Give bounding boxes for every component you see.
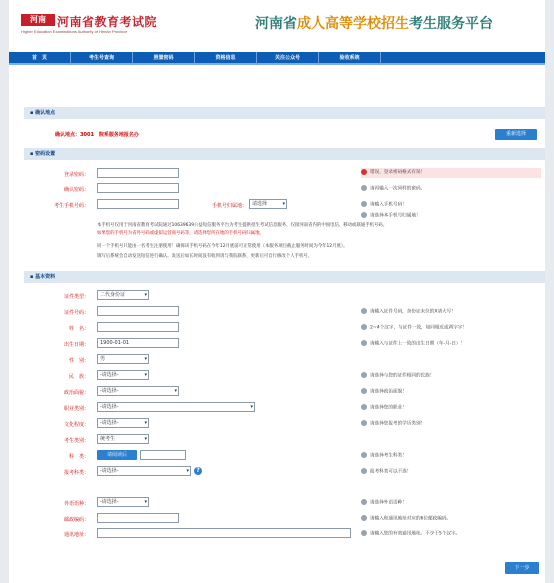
site-title [255, 13, 493, 33]
login-password-input[interactable] [97, 168, 179, 178]
nav-follow-account[interactable]: 关注公众号 [257, 52, 319, 65]
id-type-value: 二代身份证 [100, 292, 126, 298]
info-icon [361, 404, 367, 410]
hint-address-text: 请输入您的有效通讯地址。不少于5个汉字。 [370, 531, 461, 537]
education-value: -请选择- [100, 420, 119, 426]
hint-zip-text: 请输入和通讯地址对应的6位邮政编码。 [370, 516, 452, 522]
site-title-part-b: 成人高等学校招生 [297, 16, 409, 32]
hint-login-password [361, 168, 541, 178]
info-icon [361, 308, 367, 314]
phone-note-1b-text: 如果您的手机号为省外号码或虚拟运营商号码等，请选择您所在地的手机号码归属地。 [97, 231, 264, 236]
chevron-down-icon: ▾ [174, 388, 177, 394]
site-title-part-a: 河南省 [255, 16, 297, 32]
confirm-password-input[interactable] [97, 183, 179, 193]
hint-address [361, 530, 460, 537]
hint-education-text: 请选择您报考的学历类别！ [370, 421, 426, 427]
hint-phone [361, 201, 407, 208]
phone-note-2: 同一个手机号只能由一名考生注册使用！确保该手机号码在今年12月底前可正常使用（本服务项目截止服务时间为今年12月底）。 [97, 244, 348, 249]
hint-name [361, 324, 467, 331]
chevron-down-icon: ▾ [186, 468, 189, 474]
hint-exam-group [361, 468, 411, 475]
id-number-input[interactable] [97, 306, 179, 316]
info-icon [361, 420, 367, 426]
phone-note-3: 填写后系统会自动发送短信进行确认。发送后如长时间没有收到请与我院联系，更新后可自行修改个人手机号。 [97, 254, 313, 259]
gender-label: 性 别： [68, 358, 89, 364]
hint-phone-text: 请输入手机号码！ [370, 202, 407, 208]
hint-name-text: 2~4个汉字，与证件一致，如同相近或两字字！ [370, 325, 467, 331]
hint-foreign [361, 499, 407, 506]
political-label: 政治面貌： [63, 390, 89, 396]
hint-id-number-text: 请输入证件号码，身份证末位的X请大写！ [370, 309, 456, 315]
hint-confirm-password [361, 185, 425, 192]
info-icon [361, 324, 367, 330]
chevron-down-icon: ▾ [144, 436, 147, 442]
info-icon [361, 499, 367, 505]
next-button[interactable]: 下一步 [505, 562, 539, 574]
info-icon [361, 185, 367, 191]
hint-political-text: 请选择政治面貌！ [370, 389, 407, 395]
phone-note-1a: 本手机号仅用于河南省教育考试院通过10639639公益短信服务平台为考生提供招生考试信息服务，仅接河南省内的中国电信、移动或联通手机号码。 [97, 223, 388, 228]
confirm-password-label: 确认密码： [63, 187, 89, 193]
section-confirm-location: ▪ 确认地点 [24, 107, 545, 119]
main-nav [9, 52, 545, 65]
ethnic-value: -请选择- [100, 372, 119, 378]
political-select[interactable] [97, 386, 179, 396]
foreign-select[interactable] [97, 497, 149, 507]
reselect-button[interactable]: 重新选择 [495, 129, 537, 140]
hint-education [361, 420, 425, 427]
login-password-label: 登录密码： [63, 172, 89, 178]
address-label: 通讯地址： [63, 532, 89, 538]
hint-foreign-text: 请选择外语语种！ [370, 500, 407, 506]
gender-value: 男 [100, 356, 106, 362]
chevron-down-icon: ▾ [282, 201, 285, 207]
name-input[interactable] [97, 322, 179, 332]
section-basic-title: 基本资料 [35, 274, 56, 280]
foreign-label: 外语语种： [63, 501, 89, 507]
info-icon [361, 340, 367, 346]
section-password-title: 密码设置 [35, 151, 56, 157]
zip-label: 邮政编码： [63, 517, 89, 523]
nav-acceptance[interactable]: 验收系统 [319, 52, 381, 65]
info-icon [361, 452, 367, 458]
occupation-select[interactable] [97, 402, 255, 412]
phone-note-1b [97, 230, 264, 236]
error-icon [361, 169, 367, 175]
nav-reset-password[interactable]: 照置密码 [133, 52, 195, 65]
occupation-label: 职业类别： [63, 406, 89, 412]
hint-occupation [361, 404, 407, 411]
subject-read-button[interactable]: 请阅读后 [97, 450, 137, 460]
phone-area-select[interactable] [249, 199, 287, 209]
id-type-label: 证件类型： [63, 294, 89, 300]
chevron-down-icon: ▾ [144, 420, 147, 426]
exam-group-select[interactable] [97, 466, 191, 476]
hint-phone-area [361, 212, 421, 219]
political-value: -请选择- [100, 388, 119, 394]
info-icon [361, 201, 367, 207]
chevron-down-icon: ▾ [144, 292, 147, 298]
hint-subject-text: 请选择考生科类！ [370, 453, 407, 459]
phone-input[interactable] [97, 199, 179, 209]
section-basic-info: ▪ 基本资料 [24, 271, 545, 283]
header [9, 0, 545, 48]
hint-political [361, 388, 407, 395]
hint-id-number [361, 308, 456, 315]
id-number-label: 证件号码： [63, 310, 89, 316]
hint-occupation-text: 请选择您的职业！ [370, 405, 407, 411]
id-type-select[interactable] [97, 290, 149, 300]
ethnic-select[interactable] [97, 370, 149, 380]
help-icon[interactable]: ? [194, 467, 202, 475]
hint-birth-text: 请输入与证件上一致的出生日期（年-月-日）！ [370, 341, 466, 347]
nav-examinee-number[interactable]: 考生号查询 [71, 52, 133, 65]
education-select[interactable] [97, 418, 149, 428]
site-title-part-c: 考生服务平台 [409, 16, 493, 32]
section-password: ▪ 密码设置 [24, 148, 545, 160]
subject-label: 科 类： [68, 454, 89, 460]
phone-area-label: 手机号归属地： [211, 203, 247, 209]
education-label: 文化程度： [63, 422, 89, 428]
category-label: 考生类别： [63, 438, 89, 444]
hint-group-text: 报考科类可以不选！ [370, 469, 412, 475]
hint-subject [361, 452, 407, 459]
birth-label: 出生日期： [63, 342, 89, 348]
page [9, 0, 545, 583]
category-value: 统考生 [100, 436, 116, 442]
name-label: 姓 名： [68, 326, 89, 332]
logo-subtitle: Higher Education Examinations Authority of Henan Province [21, 29, 128, 34]
section-confirm-title: 确认地点 [35, 110, 56, 116]
chevron-down-icon: ▾ [144, 372, 147, 378]
hint-area-text: 请选择本手机号归属地！ [370, 213, 421, 219]
chevron-down-icon: ▾ [144, 356, 147, 362]
logo-title: 河南省教育考试院 [57, 15, 158, 29]
chevron-down-icon: ▾ [144, 499, 147, 505]
gender-select[interactable] [97, 354, 149, 364]
hint-zip [361, 515, 451, 522]
category-select[interactable] [97, 434, 149, 444]
info-icon [361, 515, 367, 521]
foreign-value: -请选择- [100, 499, 119, 505]
nav-qualification[interactable]: 资格信息 [195, 52, 257, 65]
info-icon [361, 212, 367, 218]
exam-group-value: -请选择- [100, 468, 119, 474]
info-icon [361, 530, 367, 536]
subject-input[interactable] [140, 450, 186, 460]
phone-area-value: 请选择 [252, 201, 268, 207]
hint-ethnic [361, 372, 434, 379]
phone-label: 考生手机号码： [53, 203, 89, 209]
exam-group-label: 报考科类： [63, 470, 89, 476]
chevron-down-icon: ▾ [250, 404, 253, 410]
info-icon [361, 372, 367, 378]
confirm-location-text: 确认地点：3001 院系服务地报名办 [55, 132, 139, 138]
hint-birth [361, 340, 465, 347]
birth-input[interactable]: 1900-01-01 [97, 338, 179, 348]
ethnic-label: 民 族： [68, 374, 89, 380]
occupation-value: -请选择- [100, 404, 119, 410]
zip-input[interactable] [97, 513, 179, 523]
hint-ethnic-text: 请选择与您的证件相同的民族！ [370, 373, 435, 379]
hint-login-text: 错误，登录密码格式有误！ [370, 170, 426, 175]
nav-home[interactable]: 首 页 [9, 52, 71, 65]
logo-badge: 河南 [21, 14, 55, 26]
hint-confirm-text: 请再输入一次同样的密码。 [370, 186, 426, 192]
address-input[interactable] [97, 528, 351, 538]
info-icon [361, 388, 367, 394]
info-icon [361, 468, 367, 474]
